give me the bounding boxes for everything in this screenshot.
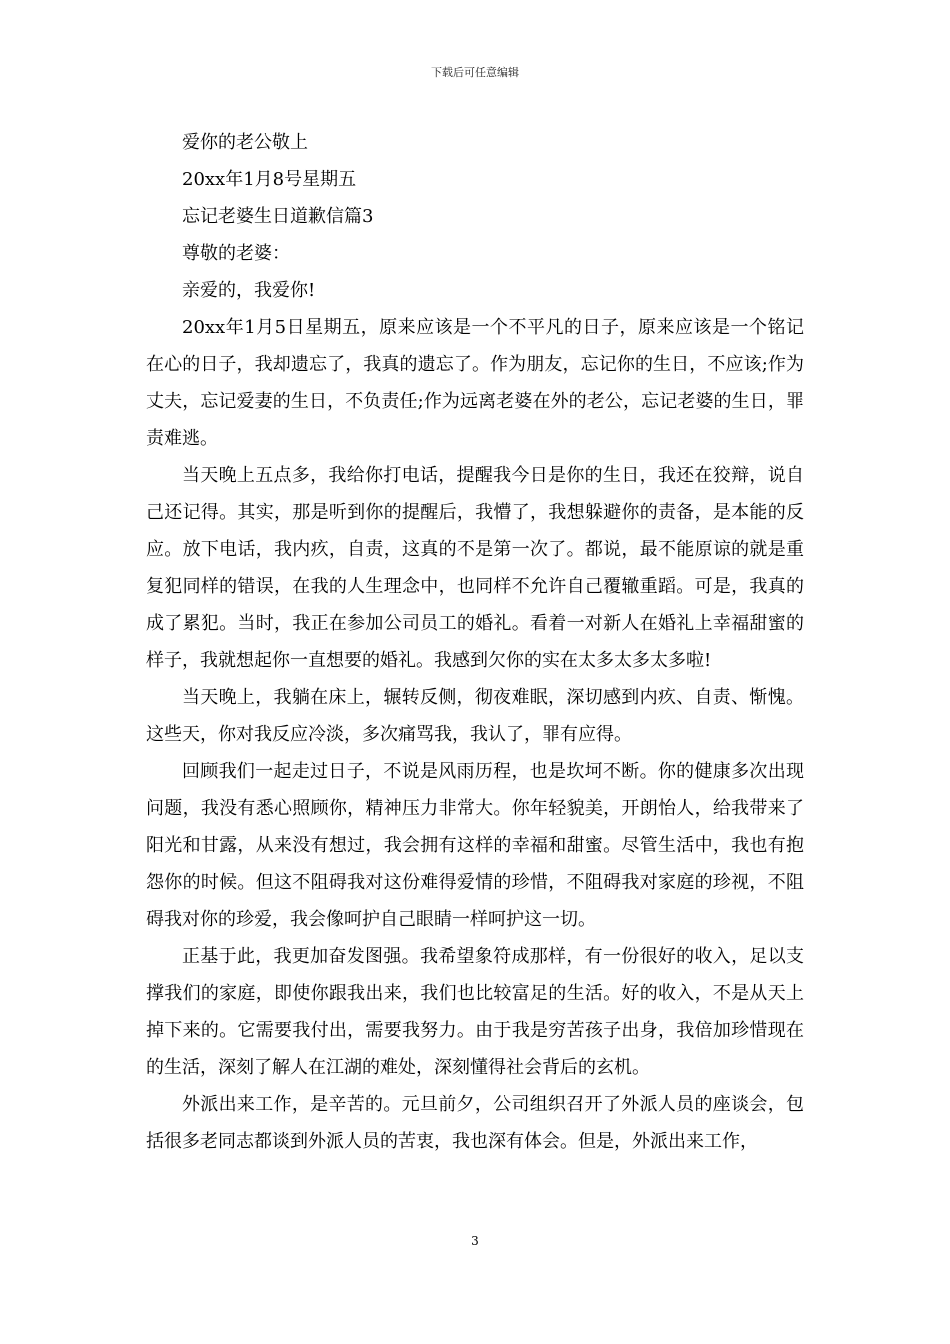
greeting-line: 尊敬的老婆： [182,243,290,264]
date-line: 20xx年1月8号星期五 [182,169,357,190]
page-header: 下载后可任意编辑 [431,66,519,79]
paragraph: 当天晚上五点多，我给你打电话，提醒我今日是你的生日，我还在狡辩，说自己还记得。其实，那是听到你的提醒后，我懵了，我想躲避你的责备，是本能的反应。放下电话，我内疚，自责，这真的不是第一次了。都说，最不能原谅的就是重复犯同样的错误，在我的人生理念中，也同样不允许自己覆辙重蹈。可是，我真的成了累犯。当时，我正在参加公司员工的婚礼。看着一对新人在婚礼上幸福甜蜜的样子，我就想起你一直想要的婚礼。我感到欠你的实在太多太多太多啦! [146,465,804,671]
document-body [146,124,804,1160]
signature-line: 爱你的老公敬上 [182,132,308,153]
paragraph: 正基于此，我更加奋发图强。我希望象符成那样，有一份很好的收入，足以支撑我们的家庭，即使你跟我出来，我们也比较富足的生活。好的收入，不是从天上掉下来的。它需要我付出，需要我努力。由于我是穷苦孩子出身，我倍加珍惜现在的生活，深刻了解人在江湖的难处，深刻懂得社会背后的玄机。 [146,946,804,1078]
paragraph: 外派出来工作，是辛苦的。元旦前夕，公司组织召开了外派人员的座谈会，包括很多老同志都谈到外派人员的苦衷，我也深有体会。但是，外派出来工作， [146,1094,804,1152]
page-number: 3 [471,1234,479,1248]
paragraph: 当天晚上，我躺在床上，辗转反侧，彻夜难眠，深切感到内疚、自责、惭愧。这些天，你对我反应冷淡，多次痛骂我，我认了，罪有应得。 [146,687,804,745]
section-title: 忘记老婆生日道歉信篇3 [182,206,374,227]
opening-line: 亲爱的，我爱你! [182,280,316,301]
paragraph: 回顾我们一起走过日子，不说是风雨历程，也是坎坷不断。你的健康多次出现问题，我没有悉心照顾你，精神压力非常大。你年轻貌美，开朗怡人，给我带来了阳光和甘露，从来没有想过，我会拥有这样的幸福和甜蜜。尽管生活中，我也有抱怨你的时候。但这不阻碍我对这份难得爱情的珍惜，不阻碍我对家庭的珍视，不阻碍我对你的珍爱，我会像呵护自己眼睛一样呵护这一切。 [146,761,804,930]
paragraph: 20xx年1月5日星期五，原来应该是一个不平凡的日子，原来应该是一个铭记在心的日子，我却遗忘了，我真的遗忘了。作为朋友，忘记你的生日，不应该;作为丈夫，忘记爱妻的生日，不负责任;作为远离老婆在外的老公，忘记老婆的生日，罪责难逃。 [146,317,804,449]
